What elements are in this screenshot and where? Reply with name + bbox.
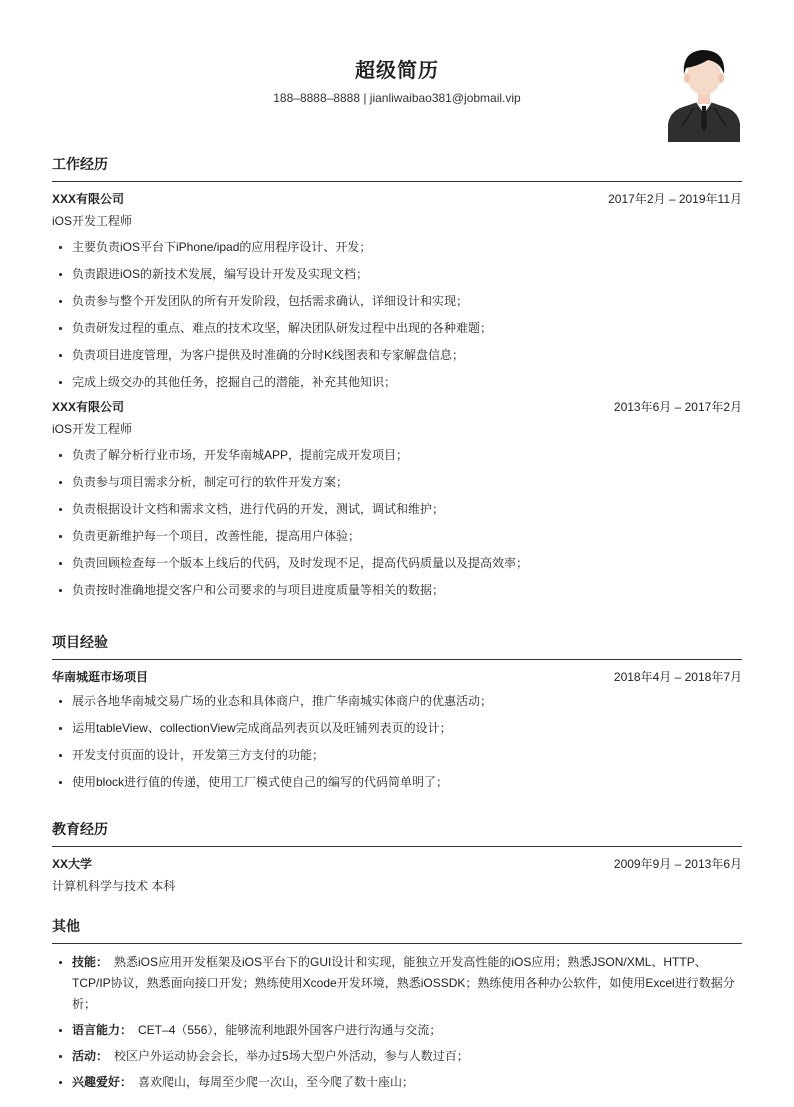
list-item: • 完成上级交办的其他任务，挖掘自己的潜能，补充其他知识； [72,369,742,396]
job-duties [52,234,742,396]
work-section-title: 工作经历 [52,154,742,182]
school-name: XX大学 [52,857,93,871]
job-role: iOS开发工程师 [52,422,133,436]
contact-info: 188–8888–8888 | jianliwaibao381@jobmail.vip [273,91,521,105]
company-name: XXX有限公司 [52,400,125,414]
education-major: 计算机科学与技术 本科 [52,879,176,893]
item-text: 熟悉iOS应用开发框架及iOS平台下的GUI设计和实现，能独立开发高性能的iOS应用；熟悉JSON/XML、HTTP、TCP/IP协议，熟悉面向接口开发；熟练使用Xcode开发环境，熟悉iOSSDK；熟练使用各种办公软件，如使用Excel进行数据分析； [72,955,735,1011]
list-item [72,1018,742,1044]
list-item: • 主要负责iOS平台下iPhone/ipad的应用程序设计、开发； [72,234,742,261]
list-item: • 负责更新维护每一个项目，改善性能，提高用户体验； [72,523,742,550]
list-item [72,1070,742,1096]
list-item [72,950,742,1018]
list-item: • 使用block进行值的传递，使用工厂模式使自己的编写的代码简单明了； [72,769,742,796]
job-entry [52,188,742,396]
list-item: • 负责项目进度管理，为客户提供及时准确的分时K线图表和专家解盘信息； [72,342,742,369]
list-item: • 负责按时准确地提交客户和公司要求的与项目进度质量等相关的数据； [72,577,742,604]
resume-name: 超级简历 [355,60,439,82]
item-label: 语言能力： [72,1023,133,1037]
list-item: • 负责了解分析行业市场，开发华南城APP，提前完成开发项目； [72,442,742,469]
item-label: 技能： [72,955,109,969]
list-item: • 展示各地华南城交易广场的业态和具体商户，推广华南城实体商户的优惠活动； [72,688,742,715]
other-section [52,916,742,1096]
list-item: • 负责根据设计文档和需求文档，进行代码的开发，测试，调试和维护； [72,496,742,523]
job-duties [52,442,742,604]
item-text: CET–4（556），能够流利地跟外国客户进行沟通与交流； [138,1023,442,1037]
education-section [52,819,742,899]
list-item [72,1044,742,1070]
item-text: 喜欢爬山，每周至少爬一次山，至今爬了数十座山； [138,1075,415,1089]
job-date: 2013年6月 – 2017年2月 [613,400,742,414]
job-role: iOS开发工程师 [52,214,133,228]
project-section-title: 项目经验 [52,632,742,660]
project-details [52,688,742,796]
job-date: 2017年2月 – 2019年11月 [608,192,742,206]
job-entry [52,396,742,604]
education-date: 2009年9月 – 2013年6月 [613,857,742,871]
person-avatar-icon [668,46,740,142]
item-label: 兴趣爱好： [72,1075,133,1089]
other-list [52,950,742,1096]
project-name: 华南城逛市场项目 [52,670,149,684]
work-section [52,154,742,604]
item-text: 校区户外运动协会会长，举办过5场大型户外活动，参与人数过百； [114,1049,469,1063]
list-item: • 负责跟进iOS的新技术发展，编写设计开发及实现文档； [72,261,742,288]
project-section [52,632,742,796]
company-name: XXX有限公司 [52,192,125,206]
list-item: • 负责参与整个开发团队的所有开发阶段，包括需求确认，详细设计和实现； [72,288,742,315]
list-item: • 负责研发过程的重点、难点的技术攻坚，解决团队研发过程中出现的各种难题； [72,315,742,342]
list-item: • 运用tableView、collectionView完成商品列表页以及旺铺列表页的设计； [72,715,742,742]
list-item: • 负责参与项目需求分析，制定可行的软件开发方案； [72,469,742,496]
other-section-title: 其他 [52,916,742,944]
project-date: 2018年4月 – 2018年7月 [613,670,742,684]
list-item: • 负责回顾检查每一个版本上线后的代码，及时发现不足，提高代码质量以及提高效率； [72,550,742,577]
item-label: 活动： [72,1049,109,1063]
education-section-title: 教育经历 [52,819,742,847]
list-item: • 开发支付页面的设计，开发第三方支付的功能； [72,742,742,769]
